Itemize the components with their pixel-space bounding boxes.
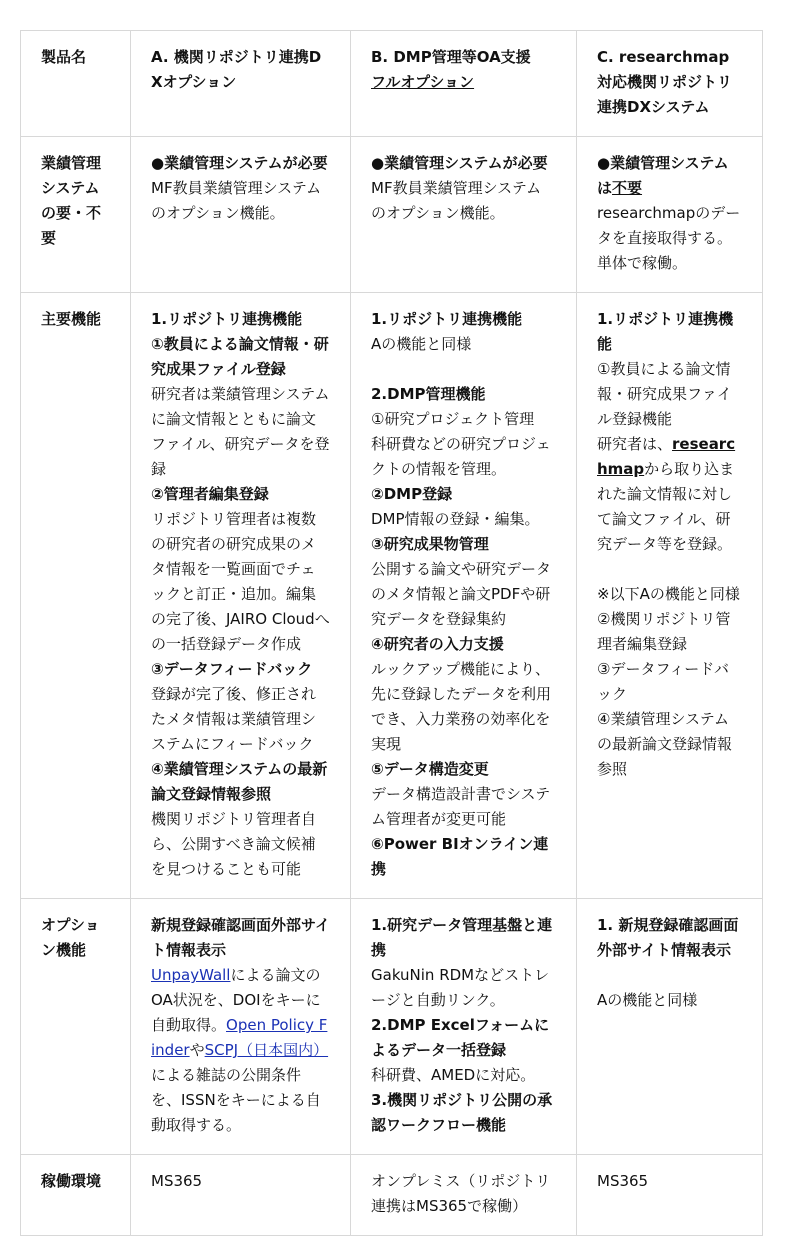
- system-b-heading: ●業績管理システムが必要: [371, 154, 548, 172]
- option-heading: 2.DMP Excelフォームによるデータ一括登録: [371, 1016, 550, 1059]
- row-label-env: [21, 1155, 131, 1236]
- main-cell-a: [131, 293, 351, 899]
- system-requirement-row: [21, 137, 763, 293]
- option-features-row: [21, 899, 763, 1155]
- env-text: MS365: [151, 1172, 203, 1190]
- feature-text: 公開する論文や研究データのメタ情報と論文PDFや研究データを登録集約: [371, 560, 552, 628]
- option-heading: 1. 新規登録確認画面外部サイト情報表示: [597, 916, 739, 959]
- option-text-part: による論文のOA状況を、DOIをキーに自動取得。: [151, 966, 321, 1034]
- feature-text-part: から取り込まれた論文情報に対して論文ファイル、研究データ等を登録。: [597, 460, 735, 553]
- scpj-link[interactable]: SCPJ（日本国内）: [204, 1041, 329, 1059]
- column-header-b-text: B. DMP管理等OA支援: [371, 48, 531, 66]
- environment-row: [21, 1155, 763, 1236]
- column-header-b-subtitle: フルオプション: [371, 73, 475, 91]
- main-cell-c: [577, 293, 763, 899]
- main-features-row: [21, 293, 763, 899]
- option-heading: 1.研究データ管理基盤と連携: [371, 916, 553, 959]
- feature-subheading: ①教員による論文情報・研究成果ファイル登録: [151, 335, 329, 378]
- row-label-system: [21, 137, 131, 293]
- spacer: [371, 357, 556, 382]
- feature-subheading: ②管理者編集登録: [151, 485, 269, 503]
- env-cell-b: [351, 1155, 577, 1236]
- row-label-text: 製品名: [41, 48, 87, 66]
- feature-subheading: ④業績管理システムの最新論文登録情報参照: [151, 760, 328, 803]
- row-label-main: [21, 293, 131, 899]
- feature-text: DMP情報の登録・編集。: [371, 510, 540, 528]
- option-text: 科研費、AMEDに対応。: [371, 1066, 536, 1084]
- option-text: GakuNin RDMなどストレージと自動リンク。: [371, 966, 550, 1009]
- feature-heading: 1.リポジトリ連携機能: [151, 310, 303, 328]
- option-cell-a: [131, 899, 351, 1155]
- option-heading: 新規登録確認画面外部サイト情報表示: [151, 916, 330, 959]
- feature-subheading: ③研究成果物管理: [371, 535, 489, 553]
- unpaywall-link[interactable]: UnpayWall: [151, 966, 231, 984]
- header-row: [21, 31, 763, 137]
- row-label-product: [21, 31, 131, 137]
- option-text: Aの機能と同様: [597, 991, 698, 1009]
- env-text: オンプレミス（リポジトリ連携はMS365で稼働）: [371, 1172, 551, 1215]
- row-label-option: [21, 899, 131, 1155]
- option-text-part: による雑誌の公開条件を、ISSNをキーによる自動取得する。: [151, 1066, 321, 1134]
- column-header-c-text: C. researchmap対応機関リポジトリ連携DXシステム: [597, 48, 733, 116]
- column-header-a-text: A. 機関リポジトリ連携DXオプション: [151, 48, 322, 91]
- feature-text-part: 研究者は、: [597, 435, 673, 453]
- feature-subheading: ②DMP登録: [371, 485, 453, 503]
- feature-subheading: ④研究者の入力支援: [371, 635, 504, 653]
- feature-text: リポジトリ管理者は複数の研究者の研究成果のメタ情報を一覧画面でチェックと訂正・追加。編集の完了後、JAIRO Cloudへの一括登録データ作成: [151, 510, 330, 653]
- feature-text: 機関リポジトリ管理者自ら、公開すべき論文候補を見つけることも可能: [151, 810, 317, 878]
- option-heading: 3.機関リポジトリ公開の承認ワークフロー機能: [371, 1091, 553, 1134]
- feature-subheading: ③データフィードバック: [151, 660, 313, 678]
- system-c-heading: [597, 151, 742, 201]
- option-text-part: や: [189, 1041, 205, 1059]
- feature-note: ※以下Aの機能と同様: [597, 585, 740, 603]
- feature-heading: 1.リポジトリ連携機能: [597, 310, 734, 353]
- column-header-c: [577, 31, 763, 137]
- feature-text: ①研究プロジェクト管理: [371, 410, 535, 428]
- env-cell-c: [577, 1155, 763, 1236]
- main-cell-b: [351, 293, 577, 899]
- option-cell-b: [351, 899, 577, 1155]
- row-label-text: オプション機能: [41, 916, 100, 959]
- env-text: MS365: [597, 1172, 649, 1190]
- row-label-text: 主要機能: [41, 310, 102, 328]
- system-cell-a: [131, 137, 351, 293]
- feature-text: ルックアップ機能により、先に登録したデータを利用でき、入力業務の効率化を実現: [371, 660, 552, 753]
- system-b-text: MF教員業績管理システムのオプション機能。: [371, 179, 542, 222]
- feature-text: 科研費などの研究プロジェクトの情報を管理。: [371, 435, 551, 478]
- system-cell-c: [577, 137, 763, 293]
- system-a-text: MF教員業績管理システムのオプション機能。: [151, 179, 322, 222]
- system-cell-b: [351, 137, 577, 293]
- row-label-text: 業績管理システムの要・不要: [41, 154, 102, 247]
- env-cell-a: [131, 1155, 351, 1236]
- feature-note: ④業績管理システムの最新論文登録情報参照: [597, 710, 733, 778]
- feature-text: 研究者は業績管理システムに論文情報とともに論文ファイル、研究データを登録: [151, 385, 330, 478]
- feature-subheading: ⑤データ構造変更: [371, 760, 489, 778]
- row-label-text: 稼働環境: [41, 1172, 102, 1190]
- feature-text: 登録が完了後、修正されたメタ情報は業績管理システムにフィードバック: [151, 685, 317, 753]
- system-a-heading: ●業績管理システムが必要: [151, 154, 328, 172]
- feature-text: Aの機能と同様: [371, 335, 472, 353]
- feature-text: [597, 432, 742, 557]
- option-cell-c: [577, 899, 763, 1155]
- column-header-a: [131, 31, 351, 137]
- system-c-not-required: 不要: [612, 179, 643, 197]
- open-policy-finder-link[interactable]: Open Policy Finder: [151, 1016, 328, 1059]
- researchmap-emphasis: researchmap: [597, 435, 736, 478]
- feature-text: データ構造設計書でシステム管理者が変更可能: [371, 785, 551, 828]
- option-text: [151, 963, 330, 1138]
- feature-heading: 2.DMP管理機能: [371, 385, 486, 403]
- comparison-table: [20, 30, 763, 1236]
- feature-text: ①教員による論文情報・研究成果ファイル登録機能: [597, 360, 732, 428]
- feature-subheading: ⑥Power BIオンライン連携: [371, 835, 549, 878]
- feature-heading: 1.リポジトリ連携機能: [371, 310, 523, 328]
- column-header-b: [351, 31, 577, 137]
- system-c-heading-text: ●業績管理システムは: [597, 154, 729, 197]
- feature-note: ②機関リポジトリ管理者編集登録: [597, 610, 731, 653]
- spacer: [597, 557, 742, 582]
- system-c-text: researchmapのデータを直接取得する。単体で稼働。: [597, 204, 741, 272]
- feature-note: ③データフィードバック: [597, 660, 729, 703]
- spacer: [597, 963, 742, 988]
